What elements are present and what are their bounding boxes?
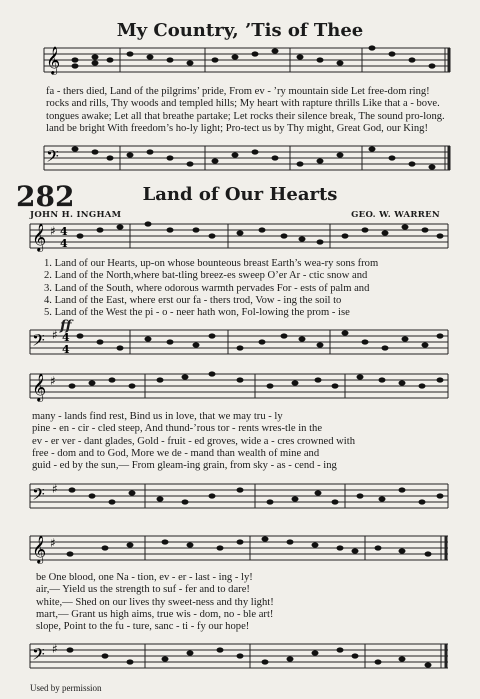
svg-text:♯: ♯ bbox=[52, 482, 58, 496]
system-2-bass-staff bbox=[0, 478, 480, 518]
verse-line: slope, Point to the fu - ture, sanc - ti - fy our hope! bbox=[36, 621, 250, 633]
verse-line: free - dom and to God, More we de - mand than wealth of mine and bbox=[32, 447, 320, 459]
system-1-verses bbox=[44, 258, 378, 319]
verse-line: be One blood, one Na - tion, ev - er - last - ing - ly! bbox=[36, 572, 253, 583]
verse-line: land be bright With freedom’s ho-ly light; Pro-tect us by Thy might, Great God, our King! bbox=[46, 122, 428, 134]
verse-line: ev - er ver - dant glades, Gold - fruit - ed groves, wide a - cres crowned with bbox=[32, 435, 355, 447]
system-3-verses bbox=[36, 572, 274, 633]
svg-text:𝄢: 𝄢 bbox=[32, 330, 45, 354]
svg-text:𝄞: 𝄞 bbox=[46, 46, 61, 74]
verse-line: mart,— Grant us high aims, true wis - dom, no - ble art! bbox=[36, 608, 274, 620]
hymn-2-title: Land of Our Hearts bbox=[142, 184, 338, 205]
verse-line: air,— Yield us the strength to suf - fer and to dare! bbox=[36, 584, 250, 596]
svg-text:♯: ♯ bbox=[52, 328, 58, 342]
svg-text:4: 4 bbox=[60, 237, 68, 250]
svg-text:♯: ♯ bbox=[50, 374, 56, 388]
svg-text:𝄞: 𝄞 bbox=[32, 373, 47, 401]
verse-line: 5. Land of the West the pi - o - neer hath won, Fol-lowing the prom - ise bbox=[44, 307, 350, 319]
system-2-treble-staff bbox=[0, 368, 480, 408]
svg-text:𝄞: 𝄞 bbox=[32, 535, 47, 563]
hymn-1-bass-staff bbox=[0, 138, 480, 180]
svg-text:4: 4 bbox=[62, 331, 70, 344]
system-1-treble-staff bbox=[0, 218, 480, 258]
system-1-notes bbox=[77, 221, 444, 244]
hymn-1-verses bbox=[46, 86, 445, 135]
verse-line: guid - ed by the sun,— From gleam-ing grain, from sky - as - cend - ing bbox=[32, 460, 337, 472]
svg-text:4: 4 bbox=[62, 343, 70, 356]
verse-line: many - lands find rest, Bind us in love, that we may tru - ly bbox=[32, 411, 283, 422]
verse-line: white,— Shed on our lives thy sweet-ness and thy light! bbox=[36, 596, 274, 608]
svg-text:♯: ♯ bbox=[50, 536, 56, 550]
system-3-treble-staff bbox=[0, 528, 480, 570]
author-credit: JOHN H. INGHAM bbox=[30, 210, 122, 220]
hymn-number: 282 bbox=[16, 180, 75, 213]
verse-line: 4. Land of the East, where erst our fa - thers trod, Vow - ing the soil to bbox=[44, 294, 342, 306]
svg-text:𝄢: 𝄢 bbox=[32, 644, 45, 668]
system-3-bass-staff bbox=[0, 636, 480, 678]
system-2-verses bbox=[32, 411, 355, 472]
verse-line: 2. Land of the North,where bat-tling breez-es sweep O’er Ar - ctic snow and bbox=[44, 270, 368, 282]
verse-line: 3. Land of the South, where odorous warmth pervades For - ests of palm and bbox=[44, 282, 370, 294]
verse-line: pine - en - cir - cled steep, And thund-’rous tor - rents wres-tle in the bbox=[32, 423, 323, 435]
svg-text:♯: ♯ bbox=[52, 642, 58, 656]
permission-note: Used by permission bbox=[30, 683, 102, 693]
verse-line: fa - thers died, Land of the pilgrims’ pride, From ev - ’ry mountain side Let free-dom ring! bbox=[46, 86, 430, 97]
svg-text:𝄢: 𝄢 bbox=[46, 146, 59, 170]
hymn-1-title: My Country, ’Tis of Thee bbox=[116, 20, 364, 41]
hymn-1-notes bbox=[72, 45, 436, 68]
dynamic-marking: ff bbox=[60, 318, 72, 334]
svg-text:♯: ♯ bbox=[50, 224, 56, 238]
svg-text:𝄢: 𝄢 bbox=[32, 484, 45, 508]
verse-line: tongues awake; Let all that breathe partake; Let rocks their silence break, The sound pro-long. bbox=[46, 110, 445, 122]
verse-line: rocks and rills, Thy woods and templed hills; My heart with rapture thrills Like that a - bove. bbox=[46, 98, 440, 110]
composer-credit: GEO. W. WARREN bbox=[351, 210, 440, 220]
system-1-bass-staff bbox=[0, 324, 480, 364]
verse-line: 1. Land of our Hearts, up-on whose bounteous breast Earth’s wea-ry sons from bbox=[44, 258, 379, 269]
svg-text:4: 4 bbox=[60, 225, 68, 238]
svg-text:𝄞: 𝄞 bbox=[32, 223, 47, 251]
hymn-1-treble-staff bbox=[0, 40, 480, 90]
